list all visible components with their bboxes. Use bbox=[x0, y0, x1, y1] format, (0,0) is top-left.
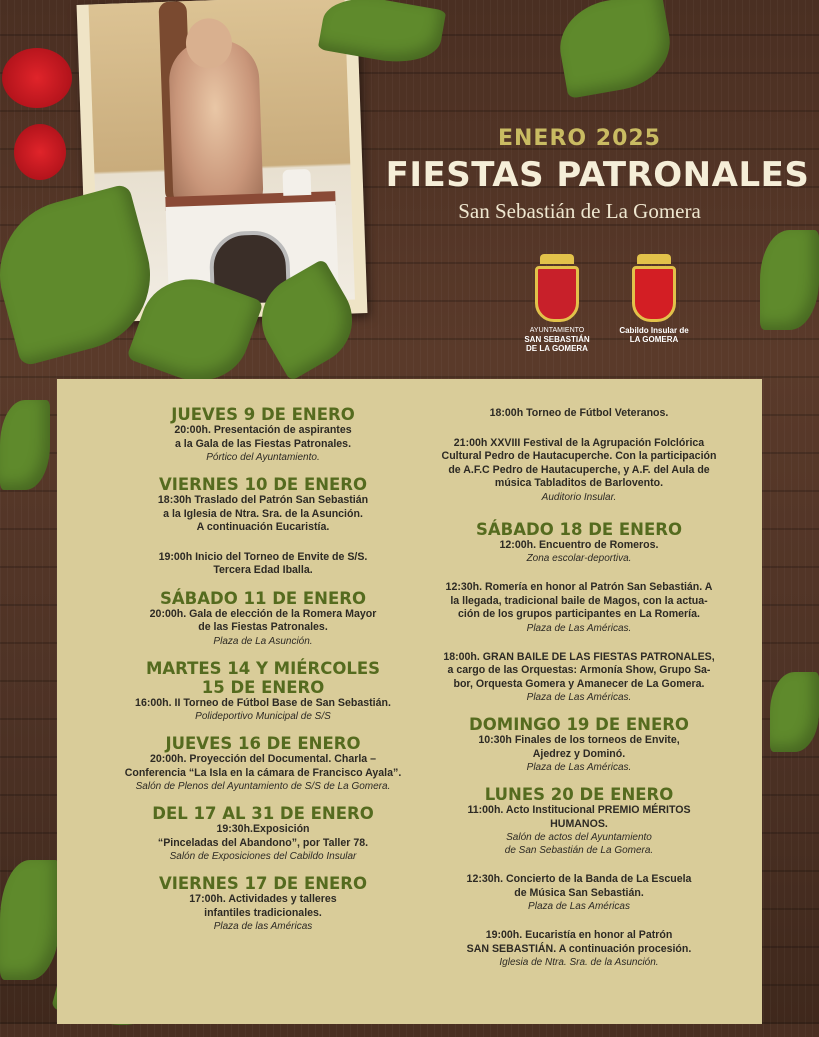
event-text: de A.F.C Pedro de Hautacuperche, y A.F. del Aula de bbox=[448, 463, 710, 476]
event-text: infantiles tradicionales. bbox=[204, 906, 322, 919]
shield-icon bbox=[632, 266, 676, 322]
ayuntamiento-logo bbox=[512, 254, 602, 353]
cabildo-logo bbox=[609, 254, 699, 344]
event-text: a la Iglesia de Ntra. Sra. de la Asunción. bbox=[163, 507, 363, 520]
event-text: bor, Orquesta Gomera y Amanecer de La Gomera. bbox=[453, 677, 705, 690]
day-heading: SÁBADO 11 DE ENERO bbox=[160, 588, 366, 608]
event-place: Plaza de Las Américas. bbox=[526, 622, 632, 634]
event-text: la llegada, tradicional baile de Magos, con la actua- bbox=[450, 594, 708, 607]
day-heading: MARTES 14 Y MIÉRCOLES bbox=[145, 658, 381, 678]
event-text: 16:00h. II Torneo de Fútbol Base de San Sebastián. bbox=[135, 696, 391, 709]
day-heading: LUNES 20 DE ENERO bbox=[484, 785, 674, 804]
event-place: Zona escolar-deportiva. bbox=[526, 553, 632, 564]
event-place: Plaza de Las Américas bbox=[528, 901, 630, 912]
logo-label: LA GOMERA bbox=[629, 335, 679, 344]
event-place: Plaza de La Asunción. bbox=[213, 635, 313, 647]
day-heading: VIERNES 10 DE ENERO bbox=[158, 475, 368, 494]
event-text: A continuación Eucaristía. bbox=[196, 521, 330, 533]
event-text: 10:30h Finales de los torneos de Envite, bbox=[478, 734, 680, 746]
crown-icon bbox=[540, 254, 574, 264]
crown-icon bbox=[637, 254, 671, 264]
day-heading: 15 DE ENERO bbox=[201, 677, 325, 697]
event-text: 20:00h. Presentación de aspirantes bbox=[174, 424, 352, 436]
shield-icon bbox=[535, 266, 579, 322]
event-text: música Tabladitos de Barlovento. bbox=[494, 477, 664, 489]
logo-label: DE LA GOMERA bbox=[526, 344, 588, 353]
carnation-flower bbox=[2, 48, 72, 108]
sponsor-logos bbox=[512, 254, 712, 354]
event-text: de Música San Sebastián. bbox=[514, 886, 644, 899]
grape-leaf bbox=[770, 672, 819, 752]
event-text: 19:00h Inicio del Torneo de Envite de S/S. bbox=[158, 550, 368, 563]
grape-leaf bbox=[0, 400, 50, 490]
event-place: Auditorio Insular. bbox=[541, 491, 617, 503]
location-subtitle: San Sebastián de La Gomera bbox=[458, 199, 701, 223]
event-text: Cultural Pedro de Hautacuperche. Con la participación bbox=[441, 450, 717, 462]
event-text: 12:30h. Romería en honor al Patrón San Sebastián. A bbox=[445, 581, 713, 593]
event-text: Conferencia “La Isla en la cámara de Francisco Ayala”. bbox=[124, 766, 402, 779]
event-text: Ajedrez y Dominó. bbox=[532, 747, 626, 760]
day-heading: VIERNES 17 DE ENERO bbox=[158, 874, 368, 893]
event-text: “Pinceladas del Abandono”, por Taller 78. bbox=[157, 836, 369, 849]
page-title: FIESTAS PATRONALES bbox=[385, 155, 810, 195]
event-text: a la Gala de las Fiestas Patronales. bbox=[174, 437, 352, 450]
day-heading: SÁBADO 18 DE ENERO bbox=[476, 519, 682, 539]
event-month: ENERO 2025 bbox=[497, 126, 661, 151]
event-text: a cargo de las Orquestas: Armonía Show, Grupo Sa- bbox=[447, 664, 711, 676]
logo-label: Cabildo Insular de bbox=[619, 326, 689, 335]
belfry bbox=[282, 169, 311, 196]
event-place: de San Sebastián de La Gomera. bbox=[504, 845, 654, 856]
day-heading: JUEVES 9 DE ENERO bbox=[171, 405, 355, 424]
event-place: Salón de Plenos del Ayuntamiento de S/S de La Gomera. bbox=[135, 781, 391, 792]
day-heading: DEL 17 AL 31 DE ENERO bbox=[152, 804, 374, 823]
event-place: Plaza de Las Américas. bbox=[526, 692, 632, 703]
program-panel bbox=[57, 379, 762, 1024]
event-text: Tercera Edad Iballa. bbox=[213, 564, 313, 576]
grape-leaf bbox=[0, 860, 60, 980]
event-text: 17:00h. Actividades y talleres bbox=[189, 893, 337, 905]
program-left-column bbox=[103, 405, 423, 933]
event-text: 20:00h. Proyección del Documental. Charla – bbox=[149, 753, 377, 765]
day-heading: DOMINGO 19 DE ENERO bbox=[469, 715, 689, 734]
grape-leaf bbox=[760, 230, 819, 330]
logo-label: AYUNTAMIENTO bbox=[529, 327, 585, 334]
logo-label: SAN SEBASTIÁN bbox=[524, 335, 590, 344]
event-text: 19:30h.Exposición bbox=[216, 823, 310, 835]
event-text: 19:00h. Eucaristía en honor al Patrón bbox=[485, 929, 673, 941]
event-text: 18:30h Traslado del Patrón San Sebastián bbox=[157, 494, 369, 506]
program-right-column bbox=[419, 407, 739, 969]
event-text: 11:00h. Acto Institucional PREMIO MÉRITOS bbox=[467, 804, 691, 816]
carnation-flower bbox=[14, 124, 66, 180]
event-text: HUMANOS. bbox=[550, 817, 608, 830]
event-place: Salón de actos del Ayuntamiento bbox=[506, 832, 652, 843]
event-text: 18:00h Torneo de Fútbol Veteranos. bbox=[489, 407, 669, 419]
event-place: Polideportivo Municipal de S/S bbox=[195, 711, 331, 722]
event-text: 20:00h. Gala de elección de la Romera Mayor bbox=[149, 607, 377, 620]
event-place: Pórtico del Ayuntamiento. bbox=[206, 452, 320, 463]
event-text: 12:30h. Concierto de la Banda de La Escuela bbox=[466, 873, 692, 885]
event-text: ción de los grupos participantes en La Romería. bbox=[458, 608, 700, 620]
event-place: Plaza de Las Américas. bbox=[526, 762, 632, 773]
event-place: Salón de Exposiciones del Cabildo Insular bbox=[169, 851, 357, 862]
title-block bbox=[380, 126, 819, 224]
event-text: de las Fiestas Patronales. bbox=[198, 621, 328, 633]
day-heading: JUEVES 16 DE ENERO bbox=[165, 734, 361, 753]
grape-leaf bbox=[553, 0, 677, 99]
event-text: 21:00h XXVIII Festival de la Agrupación Folclórica bbox=[453, 436, 705, 449]
event-place: Plaza de las Américas bbox=[213, 921, 313, 932]
event-text: SAN SEBASTIÁN. A continuación procesión. bbox=[466, 942, 692, 955]
event-place: Iglesia de Ntra. Sra. de la Asunción. bbox=[499, 957, 659, 968]
event-text: 18:00h. GRAN BAILE DE LAS FIESTAS PATRONALES, bbox=[443, 650, 715, 663]
event-text: 12:00h. Encuentro de Romeros. bbox=[499, 538, 659, 551]
